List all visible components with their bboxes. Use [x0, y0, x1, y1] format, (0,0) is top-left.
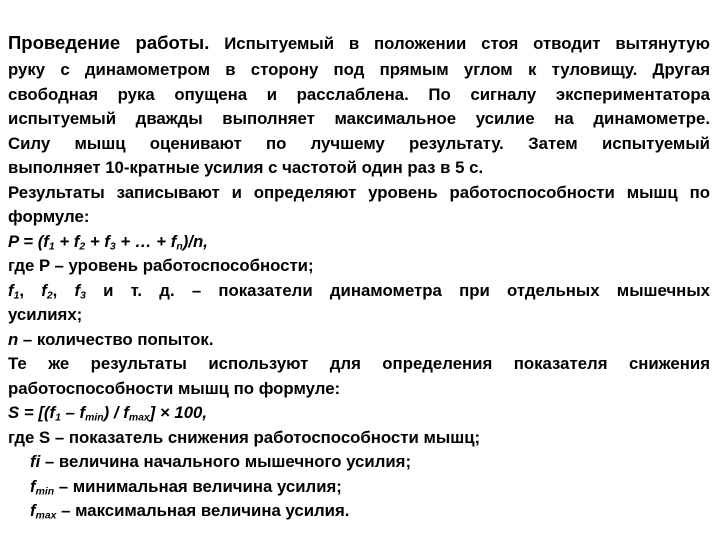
- paragraph-text: – максимальная величина усилия.: [56, 501, 350, 520]
- text-line-11: $f_1$, $f_2$, $f_3$ и т. д. – показатели динамометра при отдельных мышечных: [8, 280, 710, 302]
- formula-part: + f: [85, 231, 110, 251]
- formula-part: S = [(f: [8, 403, 56, 422]
- paragraph-text: – минимальная величина усилия;: [54, 476, 342, 496]
- text-line-10: где P – уровень работоспособности;: [8, 256, 314, 275]
- formula-subscript: 1: [48, 241, 55, 253]
- paragraph-text: Испытуемый в положении стоя отводит вытянутую: [224, 34, 710, 53]
- formula-subscript: n: [176, 241, 183, 253]
- paragraph-text: и т. д. – показатели динамометра при отдельных мышечных: [103, 280, 710, 300]
- formula-part: – f: [60, 403, 86, 422]
- symbol-subscript: 3: [80, 290, 86, 302]
- formula-part: + f: [54, 231, 80, 251]
- formula-part: ] × 100,: [149, 403, 208, 422]
- symbol-subscript: 2: [46, 290, 53, 302]
- formula-part: P = (f: [8, 231, 49, 251]
- text-line-6: выполняет 10-кратные усилия с частотой один раз в 5 с.: [8, 158, 484, 177]
- formula-subscript: 2: [79, 241, 86, 253]
- formula-part: + … + f: [115, 231, 177, 251]
- text-line-7: Результаты записывают и определяют уровень работоспособности мышц по: [8, 182, 710, 202]
- formula-part: )/n,: [182, 231, 208, 251]
- text-line-13: [8, 328, 710, 353]
- symbol-n: n: [8, 329, 19, 349]
- formula-work-capacity: [8, 230, 710, 255]
- text-line-20: [8, 499, 710, 524]
- formula-subscript: 3: [109, 241, 116, 253]
- symbol-f: f: [8, 280, 14, 300]
- formula-decline-index: [8, 401, 710, 426]
- formula-subscript: min: [85, 412, 104, 424]
- text-line-12: усилиях;: [8, 305, 83, 324]
- symbol-subscript: max: [35, 510, 57, 522]
- formula-part: ) / f: [103, 403, 129, 422]
- text-line-1: [8, 28, 710, 58]
- text-line-19: [8, 475, 710, 500]
- paragraph-text: – величина начального мышечного усилия;: [40, 452, 412, 471]
- symbol-f: f: [30, 501, 36, 520]
- section-heading: Проведение работы.: [8, 32, 210, 53]
- symbol-f: f: [41, 280, 47, 300]
- symbol-f: f: [30, 476, 36, 496]
- text-line-3: свободная рука опущена и расслаблена. По сигналу экспериментатора: [8, 84, 710, 104]
- symbol-f: f: [74, 280, 81, 300]
- formula-subscript: max: [128, 412, 150, 424]
- symbol-fi: fi: [30, 452, 41, 471]
- punctuation: ,: [52, 280, 75, 300]
- symbol-subscript: 1: [13, 290, 20, 302]
- text-line-15: работоспособности мышц по формуле:: [8, 378, 341, 398]
- text-line-17: где S – показатель снижения работоспособности мышц;: [8, 427, 481, 447]
- text-line-8: формуле:: [8, 207, 90, 226]
- paragraph-text: – количество попыток.: [18, 329, 214, 349]
- symbol-subscript: min: [35, 486, 55, 498]
- text-line-2: руку с динамометром в сторону под прямым углом к туловищу. Другая: [8, 60, 710, 79]
- text-line-5: Силу мышц оценивают по лучшему результату. Затем испытуемый: [8, 133, 710, 153]
- text-line-14: Те же результаты используют для определения показателя снижения: [8, 354, 710, 373]
- text-line-4: испытуемый дважды выполняет максимальное усилие на динамометре.: [8, 109, 710, 128]
- text-line-18: [8, 450, 710, 475]
- formula-subscript: 1: [55, 412, 61, 424]
